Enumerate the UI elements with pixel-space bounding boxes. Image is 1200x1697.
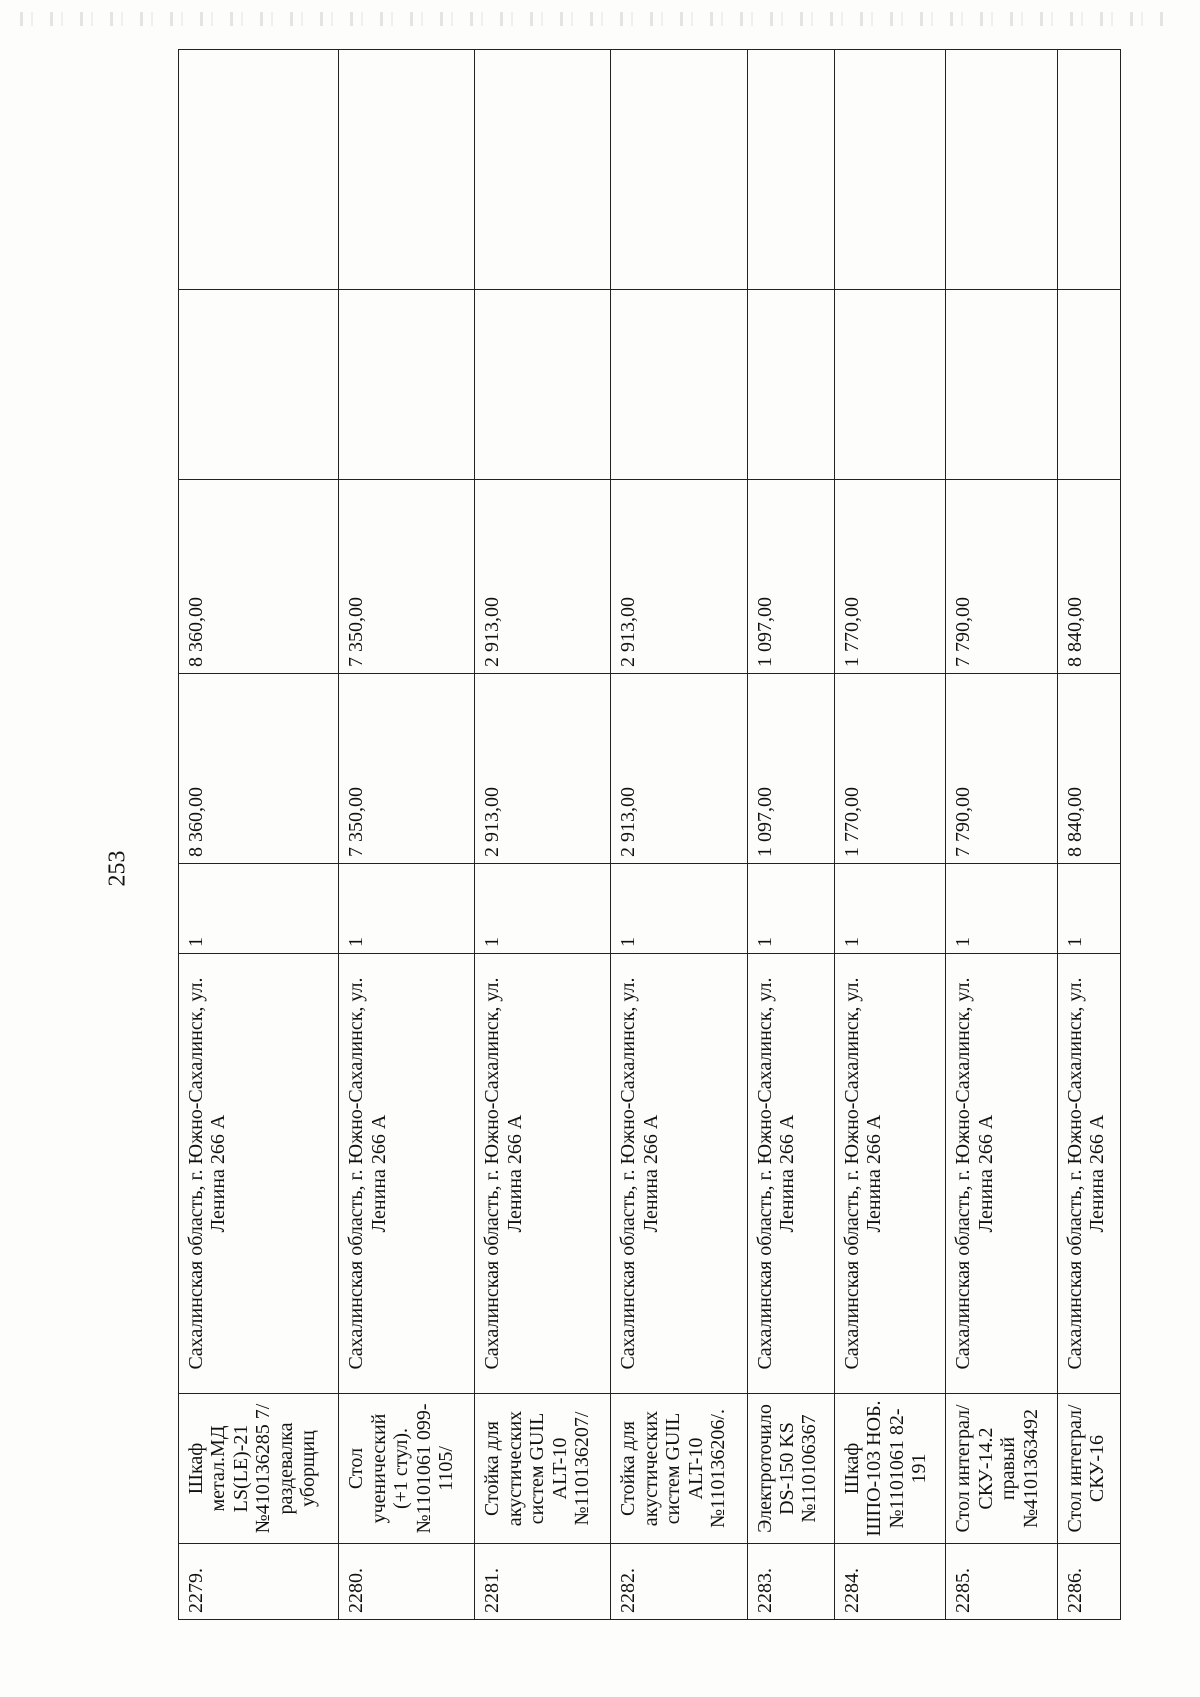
item-value-1: 1 770,00: [834, 674, 946, 864]
empty-cell: [1058, 50, 1121, 290]
empty-cell: [747, 50, 834, 290]
table-row: [747, 50, 834, 1620]
item-name: Стойка для акустических систем GUIL ALT-10 №110136207/: [475, 1394, 611, 1544]
row-number: 2281.: [475, 1544, 611, 1620]
item-value-2: 2 913,00: [611, 480, 747, 674]
inventory-table-rotated: [178, 50, 1121, 1620]
empty-cell: [611, 50, 747, 290]
scan-edge-noise: [20, 12, 1170, 26]
empty-cell: [179, 290, 339, 480]
item-value-2: 1 770,00: [834, 480, 946, 674]
item-quantity: 1: [747, 864, 834, 954]
item-address: Сахалинская область, г. Южно-Сахалинск, ул. Ленина 266 А: [339, 954, 475, 1394]
item-address: Сахалинская область, г. Южно-Сахалинск, ул. Ленина 266 А: [611, 954, 747, 1394]
row-number: 2285.: [946, 1544, 1058, 1620]
item-name: Стол интеграл/СКУ-16: [1058, 1394, 1121, 1544]
table-row: [834, 50, 946, 1620]
item-value-2: 7 350,00: [339, 480, 475, 674]
item-value-2: 1 097,00: [747, 480, 834, 674]
item-name: Стол ученический (+1 стул).№1101061 099-1105/: [339, 1394, 475, 1544]
row-number: 2284.: [834, 1544, 946, 1620]
item-address: Сахалинская область, г. Южно-Сахалинск, ул. Ленина 266 А: [747, 954, 834, 1394]
row-number: 2280.: [339, 1544, 475, 1620]
item-value-2: 7 790,00: [946, 480, 1058, 674]
item-value-1: 2 913,00: [475, 674, 611, 864]
empty-cell: [834, 290, 946, 480]
table-row: [611, 50, 747, 1620]
empty-cell: [834, 50, 946, 290]
item-address: Сахалинская область, г. Южно-Сахалинск, ул. Ленина 266 А: [946, 954, 1058, 1394]
item-quantity: 1: [475, 864, 611, 954]
inventory-table: [178, 49, 1121, 1620]
page-number: 253: [104, 850, 131, 887]
item-value-2: 2 913,00: [475, 480, 611, 674]
empty-cell: [611, 290, 747, 480]
empty-cell: [1058, 290, 1121, 480]
item-quantity: 1: [834, 864, 946, 954]
item-value-1: 2 913,00: [611, 674, 747, 864]
empty-cell: [339, 50, 475, 290]
empty-cell: [475, 290, 611, 480]
item-name: Стол интеграл/СКУ-14.2 правый №4101363492: [946, 1394, 1058, 1544]
item-name: Шкаф метал.МД LS(LE)-21 №410136285 7/раздевалка уборщиц: [179, 1394, 339, 1544]
item-value-2: 8 360,00: [179, 480, 339, 674]
item-quantity: 1: [339, 864, 475, 954]
item-value-2: 8 840,00: [1058, 480, 1121, 674]
item-address: Сахалинская область, г. Южно-Сахалинск, ул. Ленина 266 А: [475, 954, 611, 1394]
row-number: 2286.: [1058, 1544, 1121, 1620]
item-value-1: 1 097,00: [747, 674, 834, 864]
item-value-1: 8 360,00: [179, 674, 339, 864]
row-number: 2283.: [747, 1544, 834, 1620]
item-address: Сахалинская область, г. Южно-Сахалинск, ул. Ленина 266 А: [179, 954, 339, 1394]
empty-cell: [179, 50, 339, 290]
empty-cell: [475, 50, 611, 290]
empty-cell: [339, 290, 475, 480]
empty-cell: [946, 50, 1058, 290]
item-value-1: 8 840,00: [1058, 674, 1121, 864]
item-address: Сахалинская область, г. Южно-Сахалинск, ул. Ленина 266 А: [1058, 954, 1121, 1394]
empty-cell: [946, 290, 1058, 480]
item-value-1: 7 350,00: [339, 674, 475, 864]
item-quantity: 1: [946, 864, 1058, 954]
table-row: [1058, 50, 1121, 1620]
item-quantity: 1: [611, 864, 747, 954]
item-address: Сахалинская область, г. Южно-Сахалинск, ул. Ленина 266 А: [834, 954, 946, 1394]
empty-cell: [747, 290, 834, 480]
table-row: [179, 50, 339, 1620]
item-name: Стойка для акустических систем GUIL ALT-10 №110136206/.: [611, 1394, 747, 1544]
table-row: [475, 50, 611, 1620]
row-number: 2282.: [611, 1544, 747, 1620]
item-quantity: 1: [179, 864, 339, 954]
item-value-1: 7 790,00: [946, 674, 1058, 864]
row-number: 2279.: [179, 1544, 339, 1620]
item-name: Шкаф ШПО-103 НОБ.№1101061 82-191: [834, 1394, 946, 1544]
table-row: [946, 50, 1058, 1620]
item-quantity: 1: [1058, 864, 1121, 954]
item-name: Электроточило DS-150 KS №110106367: [747, 1394, 834, 1544]
table-row: [339, 50, 475, 1620]
